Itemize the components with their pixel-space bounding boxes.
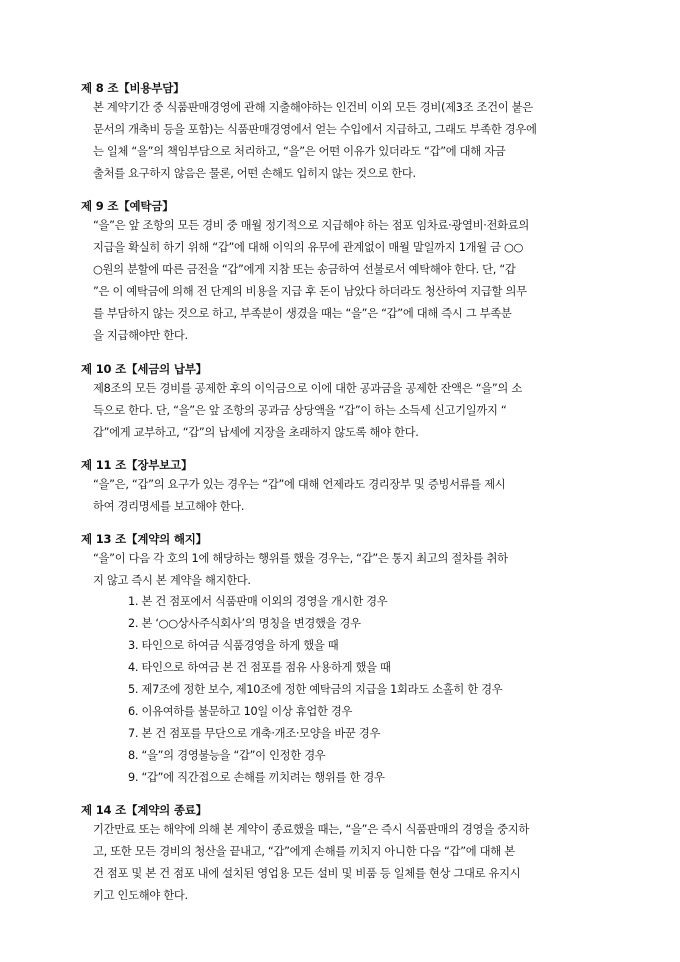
article-text-line: 갑”에게 교부하고, “갑”의 납세에 지장을 초래하지 않도록 해야 한다. [93,426,419,439]
list-item: 1. 본 건 점포에서 식품판매 이외의 경영을 개시한 경우 [128,595,388,608]
list-item: 4. 타인으로 하여금 본 건 점포를 점유 사용하게 했을 때 [128,661,391,674]
article-text-line: 본 계약기간 중 식품판매경영에 관해 지출해야하는 인건비 이외 모든 경비(제3조 조건이 붙은 [93,101,533,114]
article-text-line: “을”은, “갑”의 요구가 있는 경우는 “갑”에 대해 언제라도 경리장부 및 증빙서류를 제시 [93,478,506,491]
article-text-line: 는 일체 “을”의 책임부담으로 처리하고, “을”은 어떤 이유가 있더라도 “갑”에 대해 자금 [93,145,506,158]
article-text-line: ”은 이 예탁금에 의해 전 단계의 비용을 지급 후 돈이 남았다 하더라도 청산하여 지급할 의무 [93,285,527,298]
article-heading: 제 13 조【계약의 해지】 [81,532,207,546]
list-item: 2. 본 ‘○○상사주식회사’의 명칭을 변경했을 경우 [128,617,361,630]
list-item: 5. 제7조에 정한 보수, 제10조에 정한 예탁금의 지급을 1회라도 소홀히 한 경우 [128,683,503,696]
article-text-line: 기간만료 또는 해약에 의해 본 계약이 종료했을 때는, “을”은 즉시 식품판매의 경영을 중지하 [93,823,529,836]
article-heading: 제 9 조【예탁금】 [81,199,174,213]
list-item: 3. 타인으로 하여금 식품경영을 하게 했을 때 [128,639,339,652]
article-text-line: 하여 경리명세를 보고해야 한다. [93,500,245,513]
article-text-line: “을”이 다음 각 호의 1에 해당하는 행위를 했을 경우는, “갑”은 통지 최고의 절차를 취하 [93,552,508,565]
article-heading: 제 8 조【비용부담】 [81,81,185,95]
article-text-line: “을”은 앞 조항의 모든 경비 중 매월 정기적으로 지급해야 하는 점포 임차료·광열비·전화료의 [93,219,529,232]
list-item: 6. 이유여하를 불문하고 10일 이상 휴업한 경우 [128,705,353,718]
article-text-line: 지 않고 즉시 본 계약을 해지한다. [93,574,251,587]
article-text-line: 를 부담하지 않는 것으로 하고, 부족분이 생겼을 때는 “을”은 “갑”에 대해 즉시 그 부족분 [93,307,512,320]
list-item: 9. “갑”에 직간접으로 손해를 끼치려는 행위를 한 경우 [128,771,385,784]
article-heading: 제 11 조【장부보고】 [81,458,193,472]
article-text-line: ○원의 분할에 따른 금전을 “갑”에게 지참 또는 송금하여 선불로서 예탁해야 한다. 단, “갑 [93,263,516,276]
article-text-line: 문서의 개축비 등을 포함)는 식품판매경영에서 얻는 수입에서 지급하고, 그래도 부족한 경우에 [93,123,537,136]
article-text-line: 지급을 확실히 하기 위해 “갑”에 대해 이익의 유무에 관계없이 매월 말일까지 1개월 금 ○○ [93,241,524,254]
article-text-line: 키고 인도해야 한다. [93,889,188,902]
article-text-line: 제8조의 모든 경비를 공제한 후의 이익금으로 이에 대한 공과금을 공제한 잔액은 “을”의 소 [93,382,522,395]
article-text-line: 고, 또한 모든 경비의 청산을 끝내고, “갑”에게 손해를 끼치지 아니한 다음 “갑”에 대해 본 [93,845,515,858]
article-text-line: 을 지급해야만 한다. [93,329,188,342]
article-text-line: 건 점포 및 본 건 점포 내에 설치된 영업용 모든 설비 및 비품 등 일체를 현상 그대로 유지시 [93,867,521,880]
article-text-line: 출처를 요구하지 않음은 물론, 어떤 손해도 입히지 않는 것으로 한다. [93,167,416,180]
article-heading: 제 10 조【세금의 납부】 [81,362,207,376]
article-heading: 제 14 조【계약의 종료】 [81,803,207,817]
article-text-line: 득으로 한다. 단, “을”은 앞 조항의 공과금 상당액을 “갑”이 하는 소득세 신고기일까지 “ [93,404,507,417]
list-item: 7. 본 건 점포를 무단으로 개축·개조·모양을 바꾼 경우 [128,727,381,740]
list-item: 8. “을”의 경영불능을 “갑”이 인정한 경우 [128,749,326,762]
